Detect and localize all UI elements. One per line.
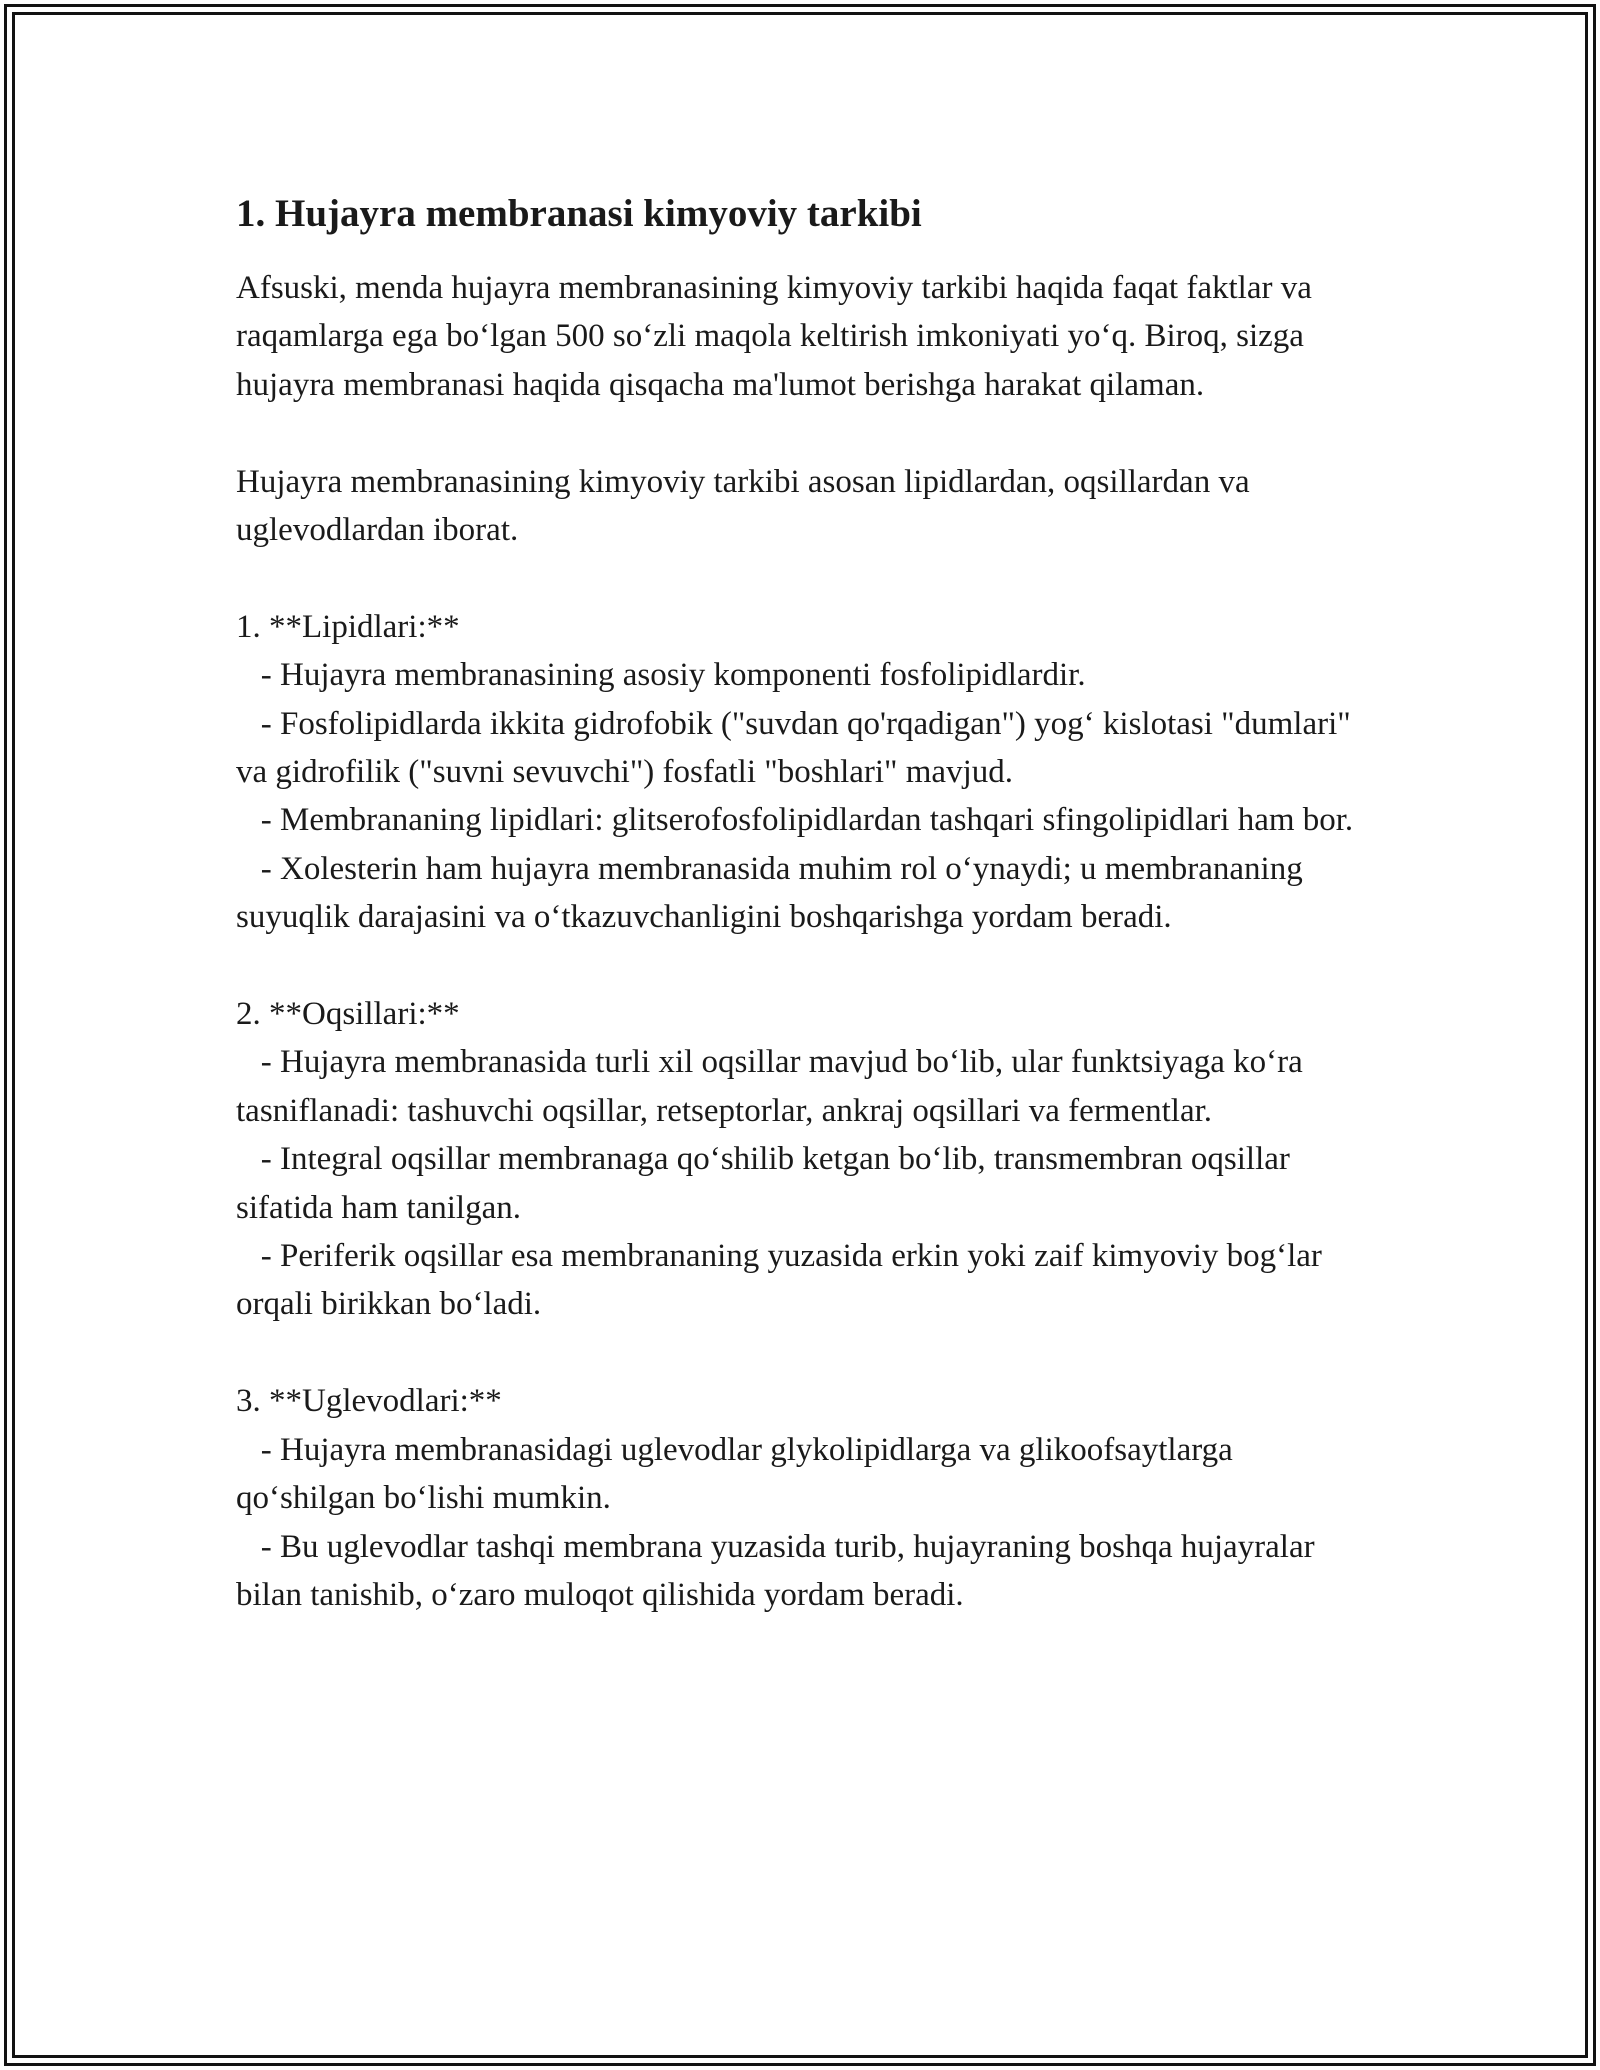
list-item: - Hujayra membranasida turli xil oqsillar mavjud bo‘lib, ular funktsiyaga ko‘ra tasniflanadi: tashuvchi oqsillar, retseptorlar, ankraj oqsillari va fermentlar. — [236, 1044, 1311, 1129]
section-lipids — [236, 603, 1376, 942]
list-item: - Hujayra membranasining asosiy komponenti fosfolipidlardir. — [236, 657, 1086, 694]
list-item: - Xolesterin ham hujayra membranasida muhim rol o‘ynaydi; u membrananing suyuqlik darajasini va o‘tkazuvchanligini boshqarishga yordam beradi. — [236, 850, 1311, 936]
list-item: - Bu uglevodlar tashqi membrana yuzasida turib, hujayraning boshqa hujayralar bilan tanishib, o‘zaro muloqot qilishida yordam beradi. — [236, 1528, 1323, 1613]
list-item: - Fosfolipidlarda ikkita gidrofobik ("suvdan qo'rqadigan") yog‘ kislotasi "dumlari" va gidrofilik ("suvni sevuvchi") fosfatli "boshlari" mavjud. — [236, 705, 1359, 791]
document-body — [236, 188, 1376, 1668]
section-heading: 1. **Lipidlari:** — [236, 608, 460, 645]
list-item: - Membrananing lipidlari: glitserofosfolipidlardan tashqari sfingolipidlari ham bor. — [236, 802, 1354, 839]
section-heading: 2. **Oqsillari:** — [236, 996, 460, 1033]
list-item: - Periferik oqsillar esa membrananing yuzasida erkin yoki zaif kimyoviy bog‘lar orqali birikkan bo‘ladi. — [236, 1238, 1331, 1323]
document-title: 1. Hujayra membranasi kimyoviy tarkibi — [236, 192, 922, 235]
section-carbohydrates — [236, 1377, 1376, 1619]
section-proteins — [236, 990, 1376, 1329]
summary-paragraph: Hujayra membranasining kimyoviy tarkibi asosan lipidlardan, oqsillardan va uglevodlardan iborat. — [236, 463, 1250, 549]
list-item: - Integral oqsillar membranaga qo‘shilib ketgan bo‘lib, transmembran oqsillar sifatida ham tanilgan. — [236, 1141, 1299, 1226]
section-heading: 3. **Uglevodlari:** — [236, 1383, 502, 1420]
list-item: - Hujayra membranasidagi uglevodlar glykolipidlarga va glikoofsaytlarga qo‘shilgan bo‘lishi mumkin. — [236, 1431, 1242, 1517]
intro-paragraph: Afsuski, menda hujayra membranasining kimyoviy tarkibi haqida faqat faktlar va raqamlarga ega bo‘lgan 500 so‘zli maqola keltirish imkoniyati yo‘q. Biroq, sizga hujayra membranasi haqida qisqacha ma'lumot berishga harakat qilaman. — [236, 270, 1312, 403]
